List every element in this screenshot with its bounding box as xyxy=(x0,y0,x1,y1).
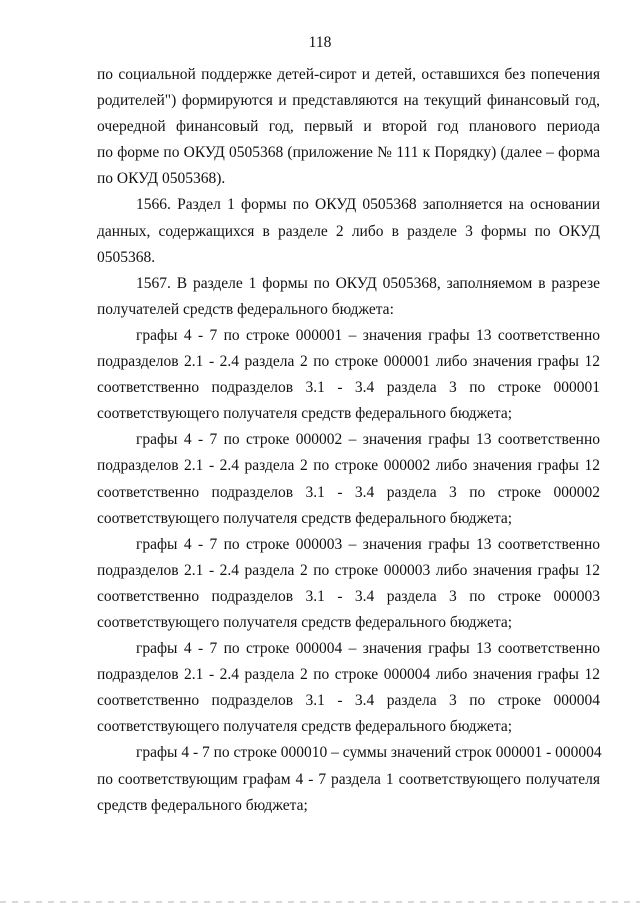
text-line: по социальной поддержке детей-сирот и детей, оставшихся без попечения xyxy=(97,66,600,83)
text-line: соответствующего получателя средств федерального бюджета; xyxy=(97,613,513,631)
paragraph-row-000003 xyxy=(97,532,600,636)
paragraph-1566 xyxy=(97,192,600,270)
paragraph-row-000002 xyxy=(97,427,600,531)
text-line: средств федерального бюджета; xyxy=(97,796,308,814)
text-line: очередной финансовый год, первый и второй год планового периода xyxy=(97,118,600,136)
text-line: подразделов 2.1 - 2.4 раздела 2 по строке 000003 либо значения графы 12 xyxy=(97,561,600,579)
text-line: соответственно подразделов 3.1 - 3.4 раздела 3 по строке 000002 xyxy=(97,483,600,501)
text-line: подразделов 2.1 - 2.4 раздела 2 по строке 000004 либо значения графы 12 xyxy=(97,666,600,684)
paragraph-1567 xyxy=(97,271,600,323)
text-line: подразделов 2.1 - 2.4 раздела 2 по строке 000001 либо значения графы 12 xyxy=(97,353,600,371)
text-line: получателей средств федерального бюджета: xyxy=(97,300,394,318)
text-line: по соответствующим графам 4 - 7 раздела 1 соответствующего получателя xyxy=(97,770,600,788)
paragraph-continuation xyxy=(97,62,600,192)
text-line: графы 4 - 7 по строке 000004 – значения графы 13 соответственно xyxy=(136,640,600,658)
text-line: родителей") формируются и представляются на текущий финансовый год, xyxy=(97,92,600,110)
text-line: соответствующего получателя средств федерального бюджета; xyxy=(97,405,513,423)
document-body xyxy=(97,62,600,819)
text-line: подразделов 2.1 - 2.4 раздела 2 по строке 000002 либо значения графы 12 xyxy=(97,457,600,475)
text-line: графы 4 - 7 по строке 000010 – суммы значений строк 000001 - 000004 xyxy=(136,744,602,762)
text-line: графы 4 - 7 по строке 000003 – значения графы 13 соответственно xyxy=(136,535,600,553)
text-line: графы 4 - 7 по строке 000001 – значения графы 13 соответственно xyxy=(136,326,600,344)
text-line: соответственно подразделов 3.1 - 3.4 раздела 3 по строке 000001 xyxy=(97,379,600,397)
paragraph-row-000004 xyxy=(97,636,600,740)
page-number: 118 xyxy=(308,34,332,51)
paragraph-row-000001 xyxy=(97,323,600,427)
text-line: соответствующего получателя средств федерального бюджета; xyxy=(97,718,513,736)
text-line: 1567. В разделе 1 формы по ОКУД 0505368, заполняемом в разрезе xyxy=(136,274,600,292)
text-line: по ОКУД 0505368). xyxy=(97,170,226,188)
text-line: 0505368. xyxy=(97,248,156,266)
text-line: графы 4 - 7 по строке 000002 – значения графы 13 соответственно xyxy=(136,431,600,449)
text-line: соответственно подразделов 3.1 - 3.4 раздела 3 по строке 000004 xyxy=(97,692,600,710)
text-line: по форме по ОКУД 0505368 (приложение № 111 к Порядку) (далее – форма xyxy=(97,144,600,162)
scan-edge-artifact xyxy=(0,901,640,903)
text-line: 1566. Раздел 1 формы по ОКУД 0505368 заполняется на основании xyxy=(136,196,600,214)
text-line: соответственно подразделов 3.1 - 3.4 раздела 3 по строке 000003 xyxy=(97,587,600,605)
text-line: данных, содержащихся в разделе 2 либо в разделе 3 формы по ОКУД xyxy=(97,222,600,240)
text-line: соответствующего получателя средств федерального бюджета; xyxy=(97,509,513,527)
paragraph-row-000010 xyxy=(97,740,600,818)
